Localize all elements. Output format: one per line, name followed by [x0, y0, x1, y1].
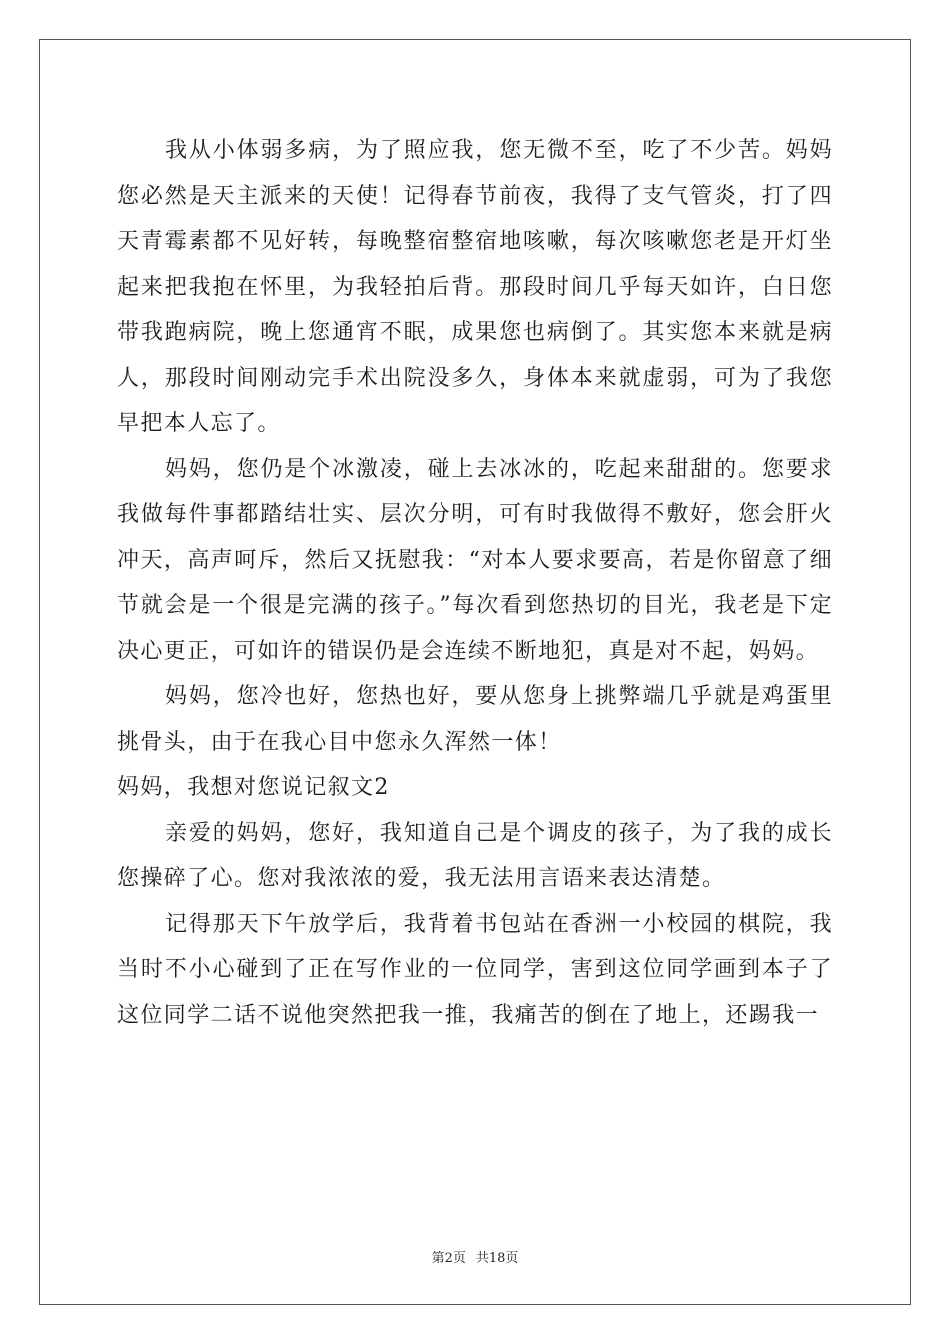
paragraph: 妈妈，您冷也好，您热也好，要从您身上挑弊端几乎就是鸡蛋里挑骨头，由于在我心目中您永久浑然一体！ [117, 684, 833, 755]
total-pages: 共18页 [475, 1251, 519, 1266]
page-footer [0, 1247, 950, 1266]
paragraph: 记得那天下午放学后，我背着书包站在香洲一小校园的棋院，我当时不小心碰到了正在写作业的一位同学，害到这位同学画到本子了这位同学二话不说他突然把我一推，我痛苦的倒在了地上，还踢我一 [117, 911, 833, 1028]
section-heading: 妈妈，我想对您说记叙文2 [117, 775, 390, 800]
paragraph: 妈妈，您仍是个冰激凌，碰上去冰冰的，吃起来甜甜的。您要求我做每件事都踏结壮实、层次分明，可有时我做得不敷好，您会肝火冲天，高声呵斥，然后又抚慰我：“对本人要求要高，若是你留意了细节就会是一个很是完满的孩子。”每次看到您热切的目光，我老是下定决心更正，可如许的错误仍是会连续不断地犯，真是对不起，妈妈。 [117, 456, 833, 664]
paragraph: 亲爱的妈妈，您好，我知道自己是个调皮的孩子，为了我的成长您操碎了心。您对我浓浓的爱，我无法用言语来表达清楚。 [117, 820, 833, 891]
paragraph: 我从小体弱多病，为了照应我，您无微不至，吃了不少苦。妈妈您必然是天主派来的天使！记得春节前夜，我得了支气管炎，打了四天青霉素都不见好转，每晚整宿整宿地咳嗽，每次咳嗽您老是开灯坐起来把我抱在怀里，为我轻拍后背。那段时间几乎每天如许，白日您带我跑病院，晚上您通宵不眠，成果您也病倒了。其实您本来就是病人，那段时间刚动完手术出院没多久，身体本来就虚弱，可为了我您早把本人忘了。 [117, 138, 833, 436]
page-number: 第2页 [431, 1251, 466, 1266]
document-body [117, 128, 833, 1038]
